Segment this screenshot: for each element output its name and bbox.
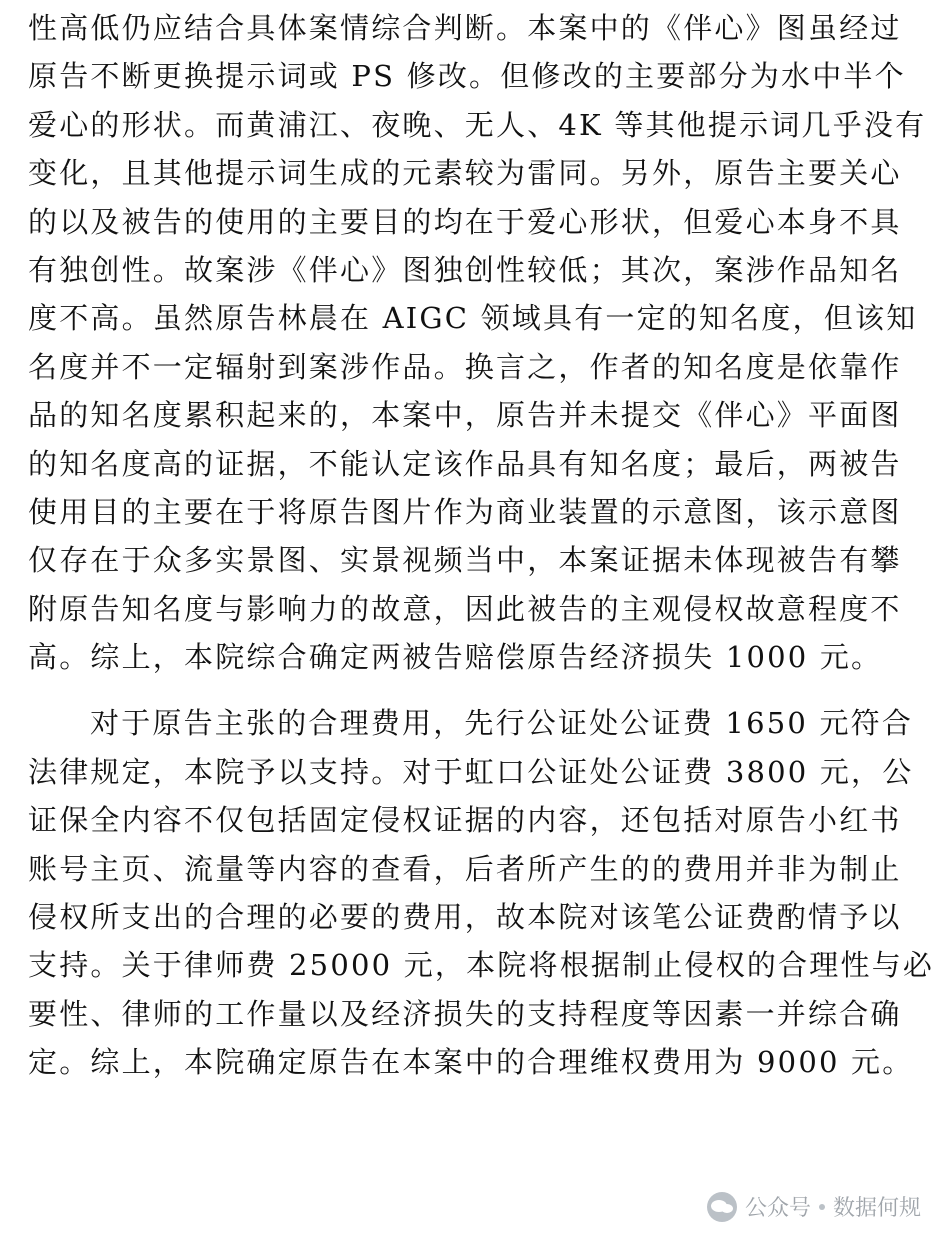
judgment-text — [28, 4, 935, 1087]
text-line: 要性、律师的工作量以及经济损失的支持程度等因素一并综合确 — [28, 996, 902, 1031]
text-line: 品的知名度累积起来的，本案中，原告并未提交《伴心》平面图 — [28, 398, 902, 433]
text-line: 度不高。虽然原告林晨在 AIGC 领域具有一定的知名度，但该知 — [28, 301, 918, 336]
text-line: 爱心的形状。而黄浦江、夜晚、无人、4K 等其他提示词几乎没有 — [28, 107, 927, 142]
text-line: 使用目的主要在于将原告图片作为商业装置的示意图，该示意图 — [28, 494, 902, 529]
text-line: 侵权所支出的合理的必要的费用，故本院对该笔公证费酌情予以 — [28, 900, 902, 935]
text-line: 性高低仍应结合具体案情综合判断。本案中的《伴心》图虽经过 — [28, 11, 902, 45]
text-line: 定。综上，本院确定原告在本案中的合理维权费用为 9000 元。 — [28, 1045, 914, 1080]
text-line: 原告不断更换提示词或 PS 修改。但修改的主要部分为水中半个 — [28, 59, 906, 94]
text-line: 名度并不一定辐射到案涉作品。换言之，作者的知名度是依靠作 — [28, 349, 902, 384]
text-line: 的知名度高的证据，不能认定该作品具有知名度；最后，两被告 — [28, 446, 902, 481]
text-line: 对于原告主张的合理费用，先行公证处公证费 1650 元符合 — [90, 706, 914, 741]
paragraph-spacing — [28, 681, 918, 699]
text-line: 高。综上，本院综合确定两被告赔偿原告经济损失 1000 元。 — [28, 640, 883, 675]
text-line: 变化，且其他提示词生成的元素较为雷同。另外，原告主要关心 — [28, 156, 902, 191]
watermark-account: 数据何规 — [832, 1195, 921, 1220]
text-line: 附原告知名度与影响力的故意，因此被告的主观侵权故意程度不 — [28, 591, 902, 626]
text-line: 有独创性。故案涉《伴心》图独创性较低；其次，案涉作品知名 — [28, 252, 902, 287]
text-line: 证保全内容不仅包括固定侵权证据的内容，还包括对原告小红书 — [28, 803, 902, 838]
text-line: 法律规定，本院予以支持。对于虹口公证处公证费 3800 元，公 — [28, 754, 914, 789]
text-line: 账号主页、流量等内容的查看，后者所产生的的费用并非为制止 — [28, 851, 902, 886]
watermark-source: 公众号 — [744, 1195, 811, 1220]
text-line: 的以及被告的使用的主要目的均在于爱心形状，但爱心本身不具 — [28, 204, 902, 239]
wechat-icon — [707, 1192, 737, 1222]
text-line: 仅存在于众多实景图、实景视频当中，本案证据未体现被告有攀 — [28, 543, 902, 578]
paragraph-damages — [28, 4, 927, 681]
paragraph-reasonable-fees — [28, 699, 935, 1086]
text-line: 支持。关于律师费 25000 元，本院将根据制止侵权的合理性与必 — [28, 948, 935, 983]
wechat-watermark — [707, 1191, 921, 1222]
separator-dot — [819, 1204, 825, 1210]
